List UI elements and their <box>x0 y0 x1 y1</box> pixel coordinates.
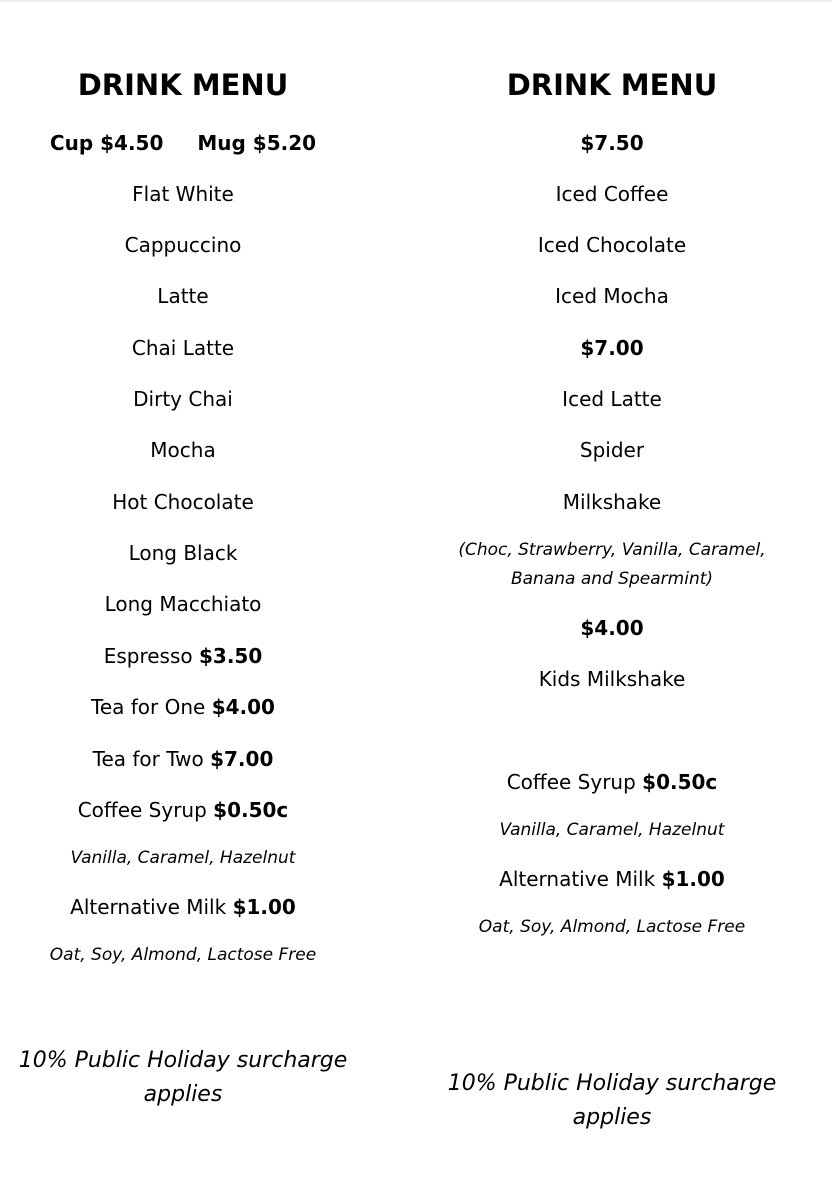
item-name: Coffee Syrup <box>506 770 636 794</box>
menu-title-right: DRINK MENU <box>506 68 718 102</box>
menu-item: Chai Latte <box>131 336 235 360</box>
item-name: Alternative Milk <box>70 895 227 919</box>
milkshake-flavours-note: (Choc, Strawberry, Vanilla, Caramel, <box>458 540 766 560</box>
menu-item: Iced Coffee <box>555 182 669 206</box>
item-price: $0.50c <box>213 798 289 822</box>
item-price: $7.00 <box>210 747 274 771</box>
milkshake-flavours-note: Banana and Spearmint) <box>510 569 714 589</box>
item-price: $0.50c <box>642 770 718 794</box>
surcharge-line: 10% Public Holiday surcharge <box>18 1048 348 1073</box>
item-name: Alternative Milk <box>499 867 656 891</box>
menu-item-coffee-syrup <box>0 800 391 820</box>
menu-item: Long Black <box>128 541 238 565</box>
menu-title-left: DRINK MENU <box>77 68 289 102</box>
surcharge-line: 10% Public Holiday surcharge <box>447 1071 777 1096</box>
price-cup: Cup $4.50 <box>49 131 164 155</box>
menu-item: Long Macchiato <box>104 592 262 616</box>
item-price: $4.00 <box>211 695 275 719</box>
price-heading: $7.00 <box>580 336 644 360</box>
item-name: Espresso <box>103 644 193 668</box>
menu-item: Milkshake <box>562 490 662 514</box>
menu-item: Dirty Chai <box>133 387 233 411</box>
menu-item: Mocha <box>150 438 216 462</box>
menu-item-coffee-syrup <box>404 772 820 792</box>
surcharge-note-left <box>0 1044 391 1112</box>
menu-item-espresso <box>0 646 391 666</box>
price-mug: Mug $5.20 <box>197 131 317 155</box>
menu-item: Iced Chocolate <box>537 233 687 257</box>
menu-item: Cappuccino <box>124 233 242 257</box>
item-price: $1.00 <box>232 895 296 919</box>
menu-item-tea-for-two <box>0 749 391 769</box>
item-price: $3.50 <box>199 644 263 668</box>
surcharge-line: applies <box>143 1082 223 1107</box>
menu-item: Hot Chocolate <box>112 490 254 514</box>
menu-column-right <box>416 0 832 1200</box>
menu-item: Iced Latte <box>562 387 662 411</box>
menu-item: Flat White <box>132 182 234 206</box>
price-heading: $4.00 <box>580 616 644 640</box>
item-name: Tea for One <box>91 695 206 719</box>
menu-item-alternative-milk <box>0 897 391 917</box>
menu-item: Iced Mocha <box>555 284 669 308</box>
milk-options-note: Oat, Soy, Almond, Lactose Free <box>478 917 746 937</box>
item-name: Coffee Syrup <box>77 798 207 822</box>
menu-item-tea-for-one <box>0 697 391 717</box>
menu-item: Latte <box>157 284 209 308</box>
item-price: $1.00 <box>661 867 725 891</box>
menu-item-alternative-milk <box>404 869 820 889</box>
surcharge-line: applies <box>572 1105 652 1130</box>
menu-item: Spider <box>579 438 645 462</box>
syrup-options-note: Vanilla, Caramel, Hazelnut <box>70 848 296 868</box>
item-name: Tea for Two <box>92 747 204 771</box>
surcharge-note-right <box>404 1067 820 1135</box>
syrup-options-note: Vanilla, Caramel, Hazelnut <box>499 820 725 840</box>
menu-item: Kids Milkshake <box>538 667 686 691</box>
cup-mug-prices <box>0 133 391 153</box>
price-heading: $7.50 <box>580 131 644 155</box>
milk-options-note: Oat, Soy, Almond, Lactose Free <box>49 945 317 965</box>
